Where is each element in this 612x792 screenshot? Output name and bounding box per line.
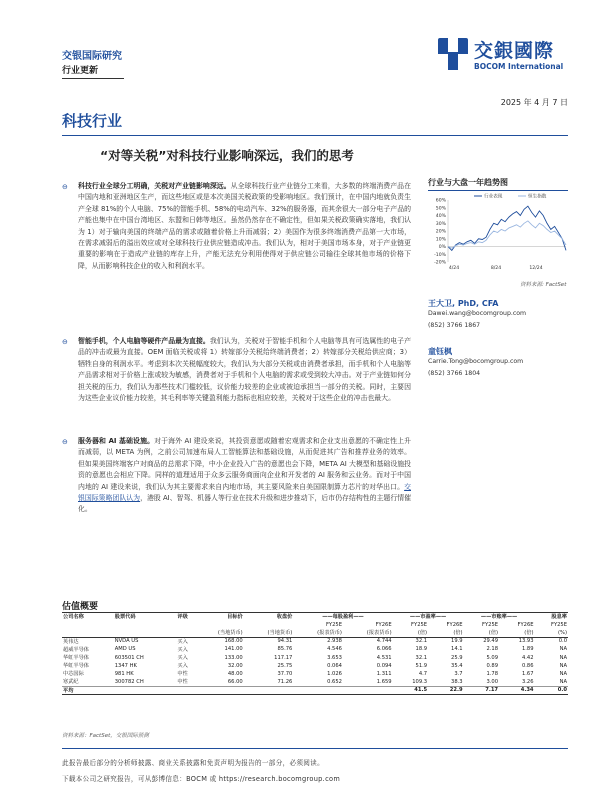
table-cell: 0.652 [327,678,342,685]
table-cell: 22.9 [449,687,463,694]
table-cell: 48.00 [227,670,243,677]
analyst-2-name: 童钰枫 [428,347,452,356]
table-cell: NA [559,662,567,669]
table-cell: 4.42 [521,654,534,661]
table-cell: 中性 [177,671,188,678]
paragraph-1-text: 从全球科技行业产业链分工来看，大多数的终端消费产品在中国内地和亚洲地区生产，而这些地区或是本次美国关税政策的受影响地区。我们预计，在中国内地就负责生产全球 81%的个人电脑、75%的智能手机、58%的电动汽车、32%的服务器，而其余很大一部分电子产品的产能也集中在中国台湾地区、东盟和日韩等地区。虽然仍然存在不确定性，但如果关税政策确实落地，我们认为 1）对于输向美国的终端产品的需求或随着价格上升而减弱；2）美国作为很多终端消费产品第一大市场，在需求减弱后的溢出效应或对全球科技行业供应链造成冲击。我们认为，相对于美国市场本身，对于产业链更重要的影响在于造成产业链的库存上升，产能无法充分利用使得对于供应链公司输往全球其他市场的价格下降，从而影响科技企业的收入和利润水平。 [78,182,412,270]
y-tick-label: 0% [438,245,446,251]
table-cell: 3.653 [327,654,342,661]
table-header-cell: (当地货币) [267,630,293,637]
y-tick-label: 40% [435,214,446,220]
table-header-cell: (报表货币) [366,630,392,637]
logo-text: 交銀國際 [474,40,555,62]
table-cell: 603501 CH [114,654,144,661]
table-cell: 5.09 [486,654,499,661]
table-row [62,670,568,678]
table-header-cell: (倍) [417,630,428,637]
table-cell: 4.34 [520,687,534,694]
table-cell: 37.70 [277,670,293,677]
table-cell: NA [559,670,567,677]
x-tick-label: 4/24 [448,266,460,271]
table-cell: NVDA US [114,638,139,645]
trend-chart [428,192,570,277]
table-cell: 中芯国际 [63,671,84,678]
headline: “对等关税”对科技行业影响深远，我们的思考 [100,148,354,163]
y-tick-label: -20% [434,260,446,266]
table-cell: 32.00 [227,662,243,669]
paragraph-3-lead: 服务器和 AI 基础设施。 [78,437,155,445]
table-header-cell: (%) [558,629,567,636]
table-cell: 168.00 [224,638,243,645]
table-cell: 66.00 [227,678,243,685]
disclaimer-text: 此报告最后部分的分析师披露、商业关系披露和免责声明为报告的一部分，必须阅读。 [62,759,324,767]
analyst-1-name: 王大卫, PhD, CFA [428,299,499,308]
table-header-cell: ——每股盈利—— [322,614,364,621]
table-cell: NA [559,654,567,661]
table-row [62,637,568,645]
table-header-cell: (倍) [453,630,463,637]
table-cell: 0.86 [521,662,534,669]
table-cell: 7.17 [485,687,499,694]
bullet-arrow-icon: ⊖ [62,183,68,191]
paragraph-1-lead: 科技行业全球分工明确，关税对产业链影响深远。 [78,182,231,190]
paragraph-3-tail: ，港股 AI、智驾、机器人等行业在技术升级和进步推动下，后市仍存结构性的主题行情催化。 [78,494,412,514]
legend-label: 行业表现 [484,194,503,200]
table-cell: 4.531 [376,654,392,661]
table-row [62,662,568,670]
table-cell: AMD US [114,646,136,653]
table-cell: 85.76 [277,646,293,653]
y-tick-label: 10% [435,237,446,243]
paragraph-2-lead: 智能手机，个人电脑等硬件产品最为直接。 [78,337,210,345]
table-cell: 41.5 [414,687,428,694]
table-cell: 0.89 [486,662,499,669]
table-row [62,653,568,661]
brand-title: 交银国际研究 [62,51,122,62]
table-cell: 38.3 [451,678,463,685]
bullet-arrow-icon: ⊖ [62,438,68,446]
table-header-cell: (报表货币) [317,630,342,637]
x-tick-label: 12/24 [529,266,543,271]
table-header-cell: (倍) [488,630,499,637]
table-cell: 133.00 [224,654,243,661]
paragraph-2-text: 我们认为，关税对于智能手机和个人电脑等具有可选属性的电子产品的冲击或最为直接。OEM 面临关税或将 1）转嫁部分关税给终端消费者；2）转嫁部分关税给供应商；3）牺牲自身的利润水平。考虑到本次关税幅度较大，我们认为大部分关税或由消费者承担，而手机和个人电脑等产品需求相对于价格上涨或较为敏感，消费者对于手机和个人电脑的需求或受到较大冲击。对于产业链如何分担关税的压力，我们认为那些技术门槛较低，议价能力较差的企业或被迫承担当一部分的关税。同时，主要因为这些企业议价能力较差，其毛利率等关键盈利能力指标也相应较差，关税对于这些企业的冲击也最大。 [78,337,412,403]
paragraph-1 [78,181,411,272]
table-cell: 3.7 [454,670,463,677]
table-cell: 买入 [177,638,188,645]
table-cell: 0.094 [376,662,392,669]
table-header-cell: FY25E [411,621,428,628]
table-cell: 300782 CH [114,678,144,685]
table-cell: 4.546 [327,646,342,653]
table-cell: 25.75 [277,662,293,669]
table-cell: 19.9 [451,638,463,645]
table-cell: 0.0 [558,638,567,645]
table-cell: 25.9 [451,654,463,661]
table-cell: 13.93 [518,638,534,645]
table-header-cell: 目标价 [227,614,243,621]
valuation-title: 估值概要 [62,602,99,612]
table-cell: 6.066 [376,646,392,653]
table-cell: 141.00 [224,646,243,653]
table-cell: 117.17 [274,654,293,661]
table-cell: 32.1 [415,654,428,661]
y-tick-label: -10% [434,252,446,258]
table-header-cell: 公司名称 [63,614,84,621]
table-cell: 71.26 [277,678,293,685]
table-cell: 1.659 [376,678,392,685]
table-cell: 14.1 [451,646,463,653]
table-cell: 1.89 [521,646,534,653]
chart-title-rule [428,190,568,191]
report-type: 行业更新 [62,66,99,76]
table-cell: 1.67 [521,670,534,677]
bullet-arrow-icon: ⊖ [62,338,68,346]
y-tick-label: 30% [435,221,446,227]
table-cell: 寒武纪 [63,679,79,686]
table-header-cell: FY25E [550,621,567,628]
table-cell: 1.78 [486,670,499,677]
table-cell: 超威半导体 [63,646,89,653]
table-source: 资料来源：FactSet，交银国际预测 [62,733,149,739]
table-header-cell: ——市盈率—— [409,614,447,621]
table-cell: 0.0 [557,687,567,694]
table-header-cell: FY25E [482,621,499,628]
table-header-cell: 收盘价 [276,614,293,621]
table-cell: 2.938 [327,638,342,645]
download-text: 下载本公司之研究报告，可从彭博信息：BOCM 或 https://research.bocomgroup.com [62,775,341,783]
table-cell: 3.26 [521,678,534,685]
table-cell: 2.18 [486,646,499,653]
table-header-cell: 评级 [177,614,188,621]
table-cell: 4.7 [418,670,428,677]
table-cell: 平均 [63,687,74,694]
table-header-cell: (倍) [524,630,534,637]
table-header-cell: ——市账率—— [480,614,518,621]
table-cell: 32.1 [415,638,428,645]
table-cell: 29.49 [483,638,499,645]
title-rule [62,135,568,136]
table-header-row [62,629,568,637]
legend-label: 恒生指数 [528,194,547,200]
analyst-1-phone: (852) 3766 1867 [428,322,481,329]
y-tick-label: 60% [435,198,446,204]
table-header-cell: FY26E [517,621,534,628]
table-row [62,645,568,653]
footer-rule [62,748,568,749]
table-cell: 买入 [177,646,188,653]
table-cell: 981 HK [114,670,134,677]
table-cell: 买入 [177,663,188,670]
bocom-logo-icon [436,36,470,72]
table-cell: 英伟达 [63,638,79,645]
report-date: 2025 年 4 月 7 日 [500,98,568,107]
table-header-cell: FY26E [375,621,392,628]
table-cell: 1.026 [327,670,342,677]
table-body [62,637,568,686]
valuation-table [62,612,568,695]
table-average-row [62,686,568,694]
paragraph-3-text: 对于海外 AI 建设来说，其投资意愿或随着宏观需求和企业支出意愿的不确定性上升而减弱，以 META 为例，之前公司加速布局人工智能算法和基础设施，从而促进其广告和推荐业务的效率。但如果美国终端客户对商品的总需求下降，中小企业投入广告的意愿也会下降，META AI 大模型和基础设施投资的意愿也会相应下降。同样的道理适用于众多云服务商面向企业和开发者的 AI 服务和云业务。而对于中国内地的 AI 建设来说，我们认为其主要需求来自内地市场，其主要风险来自美国限制算力芯片的对华出口。 [78,437,412,491]
x-tick-label: 8/24 [490,266,502,271]
table-row [62,678,568,686]
table-cell: 3.00 [486,678,499,685]
paragraph-3 [78,436,411,516]
table-header-cell: 股息率 [551,614,567,621]
y-tick-label: 50% [435,206,446,212]
table-cell: 109.3 [412,678,428,685]
analyst-2-phone: (852) 3766 1804 [428,370,481,377]
analyst-1-email[interactable]: Dawei.wang@bocomgroup.com [428,310,527,317]
table-cell: 华虹半导体 [63,655,89,662]
strategy-team-link[interactable]: 交银国际策略团队认为 [78,482,411,503]
table-header-row [62,613,568,621]
table-header-cell: FY26E [446,621,463,628]
table-cell: 买入 [177,655,188,662]
logo-text-en: BOCOM International [474,62,564,71]
table-cell: 51.9 [415,662,428,669]
table-cell: NA [559,646,567,653]
table-cell: 1347 HK [114,662,137,669]
table-cell: 中性 [177,679,188,686]
chart-source: 资料来源: FactSet [520,282,567,288]
table-cell: 0.064 [327,662,342,669]
table-cell: NA [559,678,567,685]
paragraph-2 [78,336,411,404]
table-header-cell: 股票代码 [114,614,136,621]
table-cell: 1.311 [376,670,392,677]
table-header-cell: (当地货币) [217,630,243,637]
analyst-2-email[interactable]: Carrie.Tong@bocomgroup.com [428,358,524,365]
table-cell: 华虹半导体 [63,663,89,670]
table-cell: 35.4 [451,662,463,669]
chart-title: 行业与大盘一年趋势图 [428,178,508,187]
table-header-row [62,621,568,629]
table-cell: 94.31 [277,638,293,645]
y-tick-label: 20% [435,229,446,235]
table-cell: 18.9 [415,646,428,653]
sector-title: 科技行业 [62,112,123,130]
table-cell: 4.744 [376,638,392,645]
header-rule [62,78,124,79]
table-header-cell: FY25E [325,621,342,628]
